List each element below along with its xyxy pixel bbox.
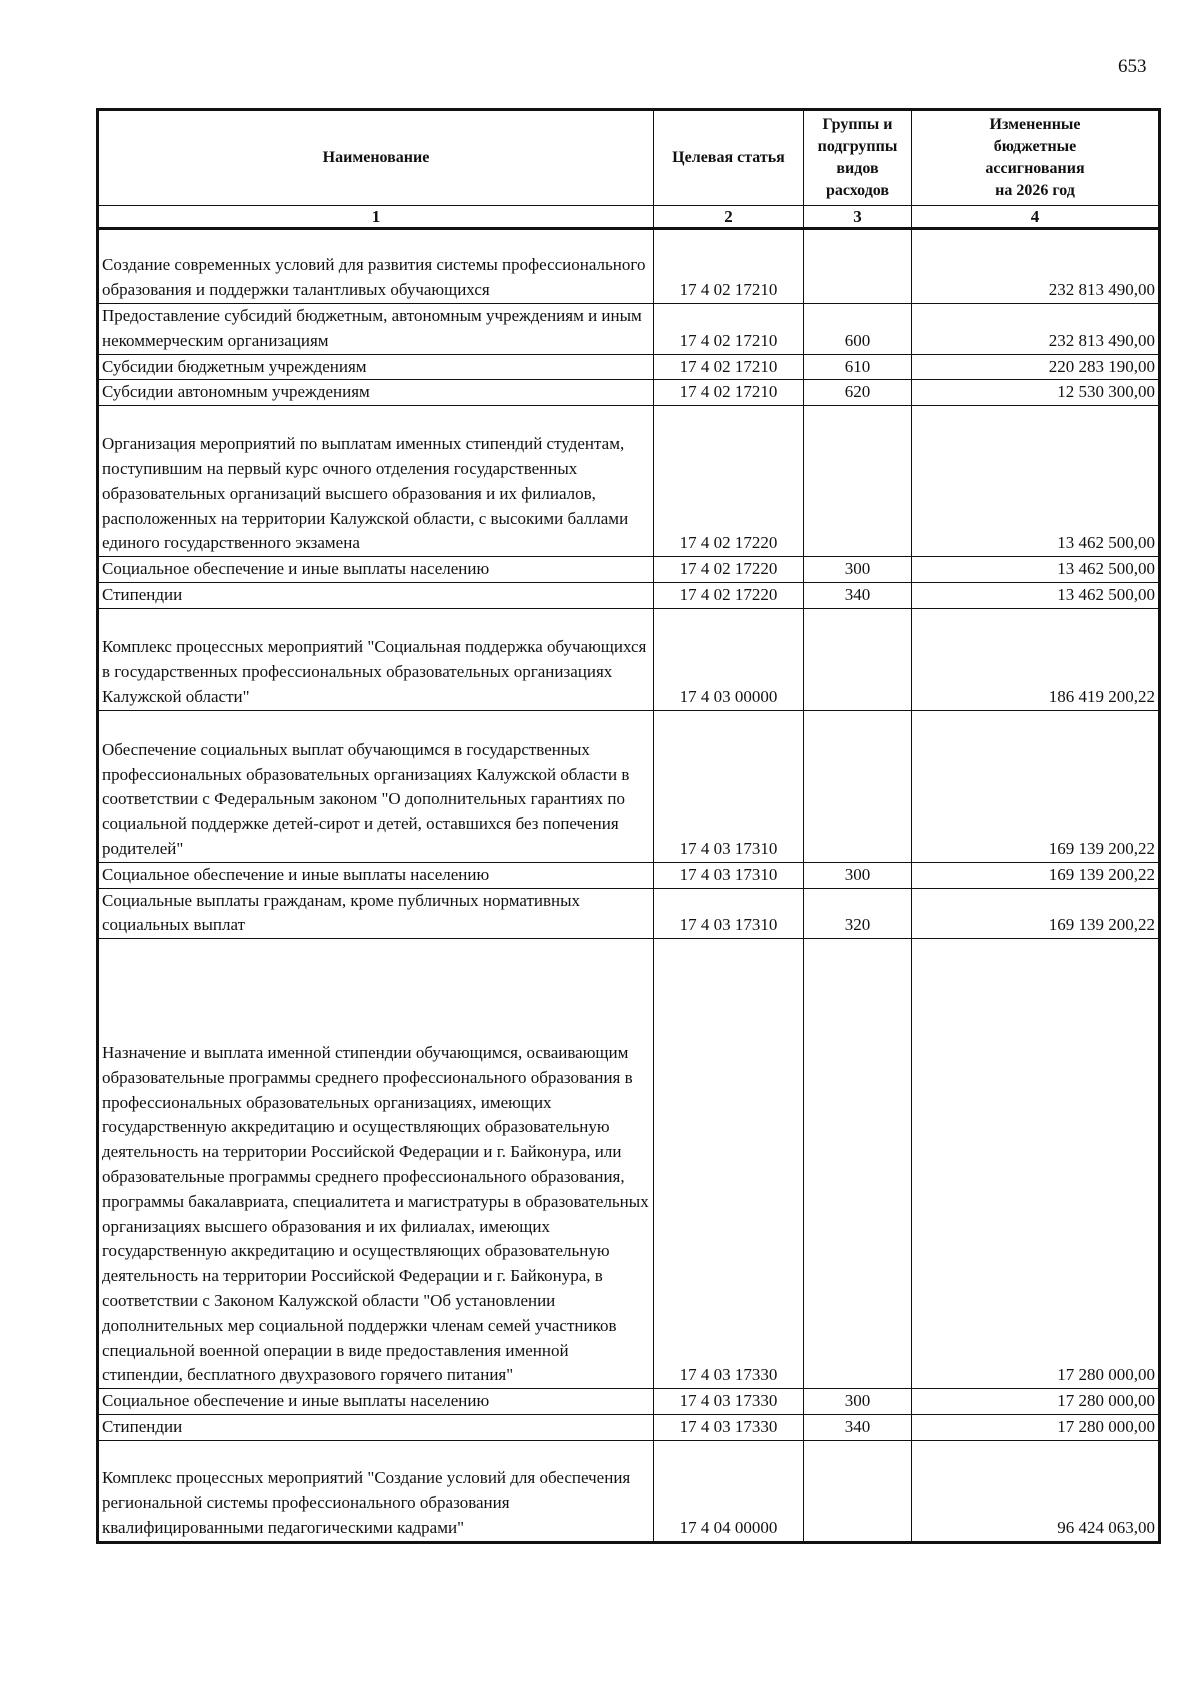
row-code: 17 4 04 00000 <box>654 1440 804 1542</box>
table-row <box>98 229 1160 304</box>
row-amount: 186 419 200,22 <box>912 608 1160 710</box>
row-name: Комплекс процессных мероприятий "Создание условий для обеспечения региональной системы профессионального образования квалифицированными педагогическими кадрами" <box>98 1440 654 1542</box>
row-name: Создание современных условий для развития системы профессионального образования и поддержки талантливых обучающихся <box>98 229 654 304</box>
header-amount-line3: ассигнования <box>985 160 1085 177</box>
row-code: 17 4 02 17210 <box>654 380 804 406</box>
header-name: Наименование <box>98 110 654 206</box>
row-group: 340 <box>804 1414 912 1440</box>
row-group <box>804 406 912 557</box>
row-group: 600 <box>804 304 912 355</box>
row-amount: 232 813 490,00 <box>912 304 1160 355</box>
header-row <box>98 110 1160 206</box>
row-amount: 169 139 200,22 <box>912 862 1160 888</box>
row-name: Стипендии <box>98 1414 654 1440</box>
table-row <box>98 582 1160 608</box>
row-code: 17 4 02 17220 <box>654 582 804 608</box>
table-row <box>98 939 1160 1389</box>
row-amount: 232 813 490,00 <box>912 229 1160 304</box>
table-row <box>98 406 1160 557</box>
row-group: 300 <box>804 557 912 583</box>
row-group: 610 <box>804 354 912 380</box>
row-amount: 13 462 500,00 <box>912 557 1160 583</box>
header-amount-line4: на 2026 год <box>995 182 1075 199</box>
table-row <box>98 557 1160 583</box>
row-name: Предоставление субсидий бюджетным, автономным учреждениям и иным некоммерческим организациям <box>98 304 654 355</box>
column-number: 1 <box>98 206 654 229</box>
row-name: Стипендии <box>98 582 654 608</box>
row-name: Субсидии автономным учреждениям <box>98 380 654 406</box>
header-group <box>804 110 912 206</box>
header-group-line3: видов <box>836 160 879 177</box>
column-number: 4 <box>912 206 1160 229</box>
row-code: 17 4 02 17210 <box>654 304 804 355</box>
row-group <box>804 710 912 862</box>
header-amount-line1: Измененные <box>989 116 1081 133</box>
row-group <box>804 939 912 1389</box>
column-number: 2 <box>654 206 804 229</box>
row-code: 17 4 03 00000 <box>654 608 804 710</box>
header-amount <box>912 110 1160 206</box>
row-amount: 17 280 000,00 <box>912 939 1160 1389</box>
row-name: Социальное обеспечение и иные выплаты населению <box>98 1389 654 1415</box>
row-amount: 17 280 000,00 <box>912 1414 1160 1440</box>
row-group: 340 <box>804 582 912 608</box>
header-code: Целевая статья <box>654 110 804 206</box>
table-row <box>98 608 1160 710</box>
table-row <box>98 1414 1160 1440</box>
table-row <box>98 862 1160 888</box>
table-row <box>98 888 1160 939</box>
page-number: 653 <box>1118 56 1147 77</box>
row-code: 17 4 03 17330 <box>654 1389 804 1415</box>
row-code: 17 4 03 17330 <box>654 1414 804 1440</box>
row-code: 17 4 02 17220 <box>654 406 804 557</box>
row-amount: 13 462 500,00 <box>912 406 1160 557</box>
row-amount: 169 139 200,22 <box>912 710 1160 862</box>
row-group: 300 <box>804 862 912 888</box>
header-amount-line2: бюджетные <box>993 138 1077 155</box>
row-amount: 96 424 063,00 <box>912 1440 1160 1542</box>
row-amount: 169 139 200,22 <box>912 888 1160 939</box>
row-name: Назначение и выплата именной стипендии обучающимся, осваивающим образовательные программы среднего профессионального образования в профессиональных образовательных организациях, имеющих государственную аккредитацию и осуществляющих образовательную деятельность на территории Российской Федерации и г. Байконура, или образовательные программы среднего профессионального образования, программы бакалавриата, специалитета и магистратуры в образовательных организациях высшего образования и их филиалах, имеющих государственную аккредитацию и осуществляющих образовательную деятельность на территории Российской Федерации и г. Байконура, в соответствии с Законом Калужской области "Об установлении дополнительных мер социальной поддержки членам семей участников специальной военной операции в виде предоставления именной стипендии, бесплатного двухразового горячего питания" <box>98 939 654 1389</box>
header-group-line2: подгруппы <box>817 138 898 155</box>
column-number: 3 <box>804 206 912 229</box>
row-name: Субсидии бюджетным учреждениям <box>98 354 654 380</box>
row-amount: 220 283 190,00 <box>912 354 1160 380</box>
row-code: 17 4 02 17220 <box>654 557 804 583</box>
table-row <box>98 380 1160 406</box>
row-amount: 17 280 000,00 <box>912 1389 1160 1415</box>
row-name: Социальное обеспечение и иные выплаты населению <box>98 862 654 888</box>
row-group: 620 <box>804 380 912 406</box>
row-amount: 13 462 500,00 <box>912 582 1160 608</box>
row-code: 17 4 02 17210 <box>654 354 804 380</box>
row-name: Комплекс процессных мероприятий "Социальная поддержка обучающихся в государственных профессиональных образовательных организациях Калужской области" <box>98 608 654 710</box>
row-code: 17 4 03 17310 <box>654 862 804 888</box>
header-group-line1: Группы и <box>822 116 893 133</box>
row-group: 300 <box>804 1389 912 1415</box>
row-name: Организация мероприятий по выплатам именных стипендий студентам, поступившим на первый курс очного отделения государственных образовательных организаций высшего образования и их филиалов, расположенных на территории Калужской области, с высокими баллами единого государственного экзамена <box>98 406 654 557</box>
header-group-line4: расходов <box>825 182 890 199</box>
row-code: 17 4 02 17210 <box>654 229 804 304</box>
row-code: 17 4 03 17330 <box>654 939 804 1389</box>
row-group: 320 <box>804 888 912 939</box>
table-row <box>98 710 1160 862</box>
row-amount: 12 530 300,00 <box>912 380 1160 406</box>
row-name: Социальные выплаты гражданам, кроме публичных нормативных социальных выплат <box>98 888 654 939</box>
row-group <box>804 1440 912 1542</box>
row-code: 17 4 03 17310 <box>654 888 804 939</box>
column-number-row <box>98 206 1160 229</box>
table-row <box>98 304 1160 355</box>
table-row <box>98 1440 1160 1542</box>
budget-table <box>96 108 1161 1544</box>
row-name: Обеспечение социальных выплат обучающимся в государственных профессиональных образовательных организациях Калужской области в соответствии с Федеральным законом "О дополнительных гарантиях по социальной поддержке детей-сирот и детей, оставшихся без попечения родителей" <box>98 710 654 862</box>
table-row <box>98 1389 1160 1415</box>
row-code: 17 4 03 17310 <box>654 710 804 862</box>
row-group <box>804 608 912 710</box>
row-group <box>804 229 912 304</box>
row-name: Социальное обеспечение и иные выплаты населению <box>98 557 654 583</box>
table-row <box>98 354 1160 380</box>
